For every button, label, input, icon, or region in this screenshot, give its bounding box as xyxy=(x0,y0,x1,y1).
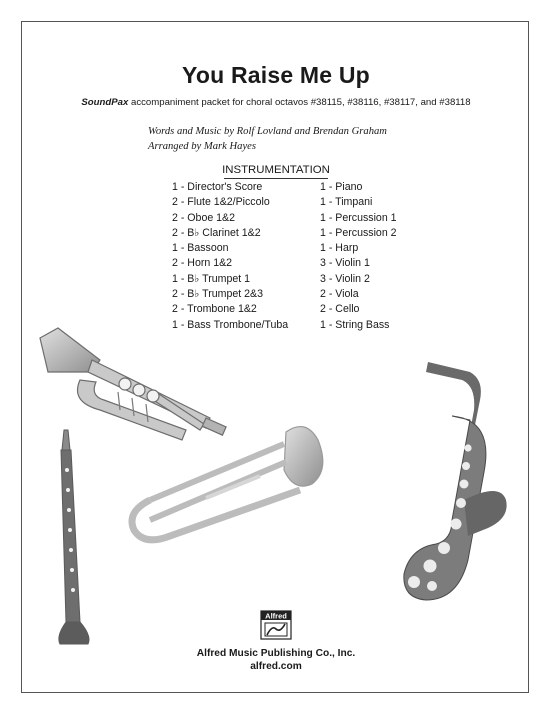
instrument-item: 2 - Viola xyxy=(320,288,359,301)
instrument-item: 2 - Flute 1&2/Piccolo xyxy=(172,196,270,209)
alfred-logo-icon xyxy=(260,610,292,640)
trumpet-icon xyxy=(40,328,226,440)
instrument-item: 2 - B♭ Trumpet 2&3 xyxy=(172,288,263,301)
publisher-name: Alfred Music Publishing Co., Inc. xyxy=(196,648,356,659)
saxophone-icon xyxy=(404,362,507,600)
page-title: You Raise Me Up xyxy=(182,62,370,88)
instrumentation-heading: INSTRUMENTATION xyxy=(222,164,330,176)
instrument-item: 1 - B♭ Trumpet 1 xyxy=(172,272,251,285)
instrument-item: 3 - Violin 1 xyxy=(320,257,370,270)
instrument-item: 1 - Director's Score xyxy=(172,181,263,193)
instrument-item: 3 - Violin 2 xyxy=(320,272,370,285)
instrument-item: 2 - Trombone 1&2 xyxy=(172,303,257,316)
instrument-item: 1 - Bassoon xyxy=(172,242,229,255)
publisher-site: alfred.com xyxy=(250,660,302,672)
instrument-item: 2 - B♭ Clarinet 1&2 xyxy=(172,226,261,239)
credit-words-music: Words and Music by Rolf Lovland and Brendan Graham xyxy=(148,126,387,137)
instrument-item: 1 - Piano xyxy=(320,181,363,193)
publisher-info xyxy=(0,648,552,673)
logo-text: Alfred xyxy=(265,611,287,621)
subtitle-text: accompaniment packet for choral octavos #38115, #38116, #38117, and #38118 xyxy=(128,97,471,108)
instrument-item: 1 - Harp xyxy=(320,242,359,255)
instrument-item: 1 - String Bass xyxy=(320,318,390,331)
instrument-item: 1 - Timpani xyxy=(320,196,373,209)
instrument-item: 1 - Percussion 1 xyxy=(320,211,397,224)
instrument-item: 1 - Percussion 2 xyxy=(320,226,397,239)
instrument-item: 2 - Cello xyxy=(320,303,360,316)
trombone-icon xyxy=(132,427,323,540)
clarinet-icon xyxy=(59,430,89,644)
instrument-item: 1 - Bass Trombone/Tuba xyxy=(172,318,289,331)
instrument-item: 2 - Horn 1&2 xyxy=(172,257,233,270)
credit-arranger: Arranged by Mark Hayes xyxy=(148,141,256,152)
soundpax-brand: SoundPax xyxy=(81,97,129,108)
instrument-item: 2 - Oboe 1&2 xyxy=(172,211,236,224)
